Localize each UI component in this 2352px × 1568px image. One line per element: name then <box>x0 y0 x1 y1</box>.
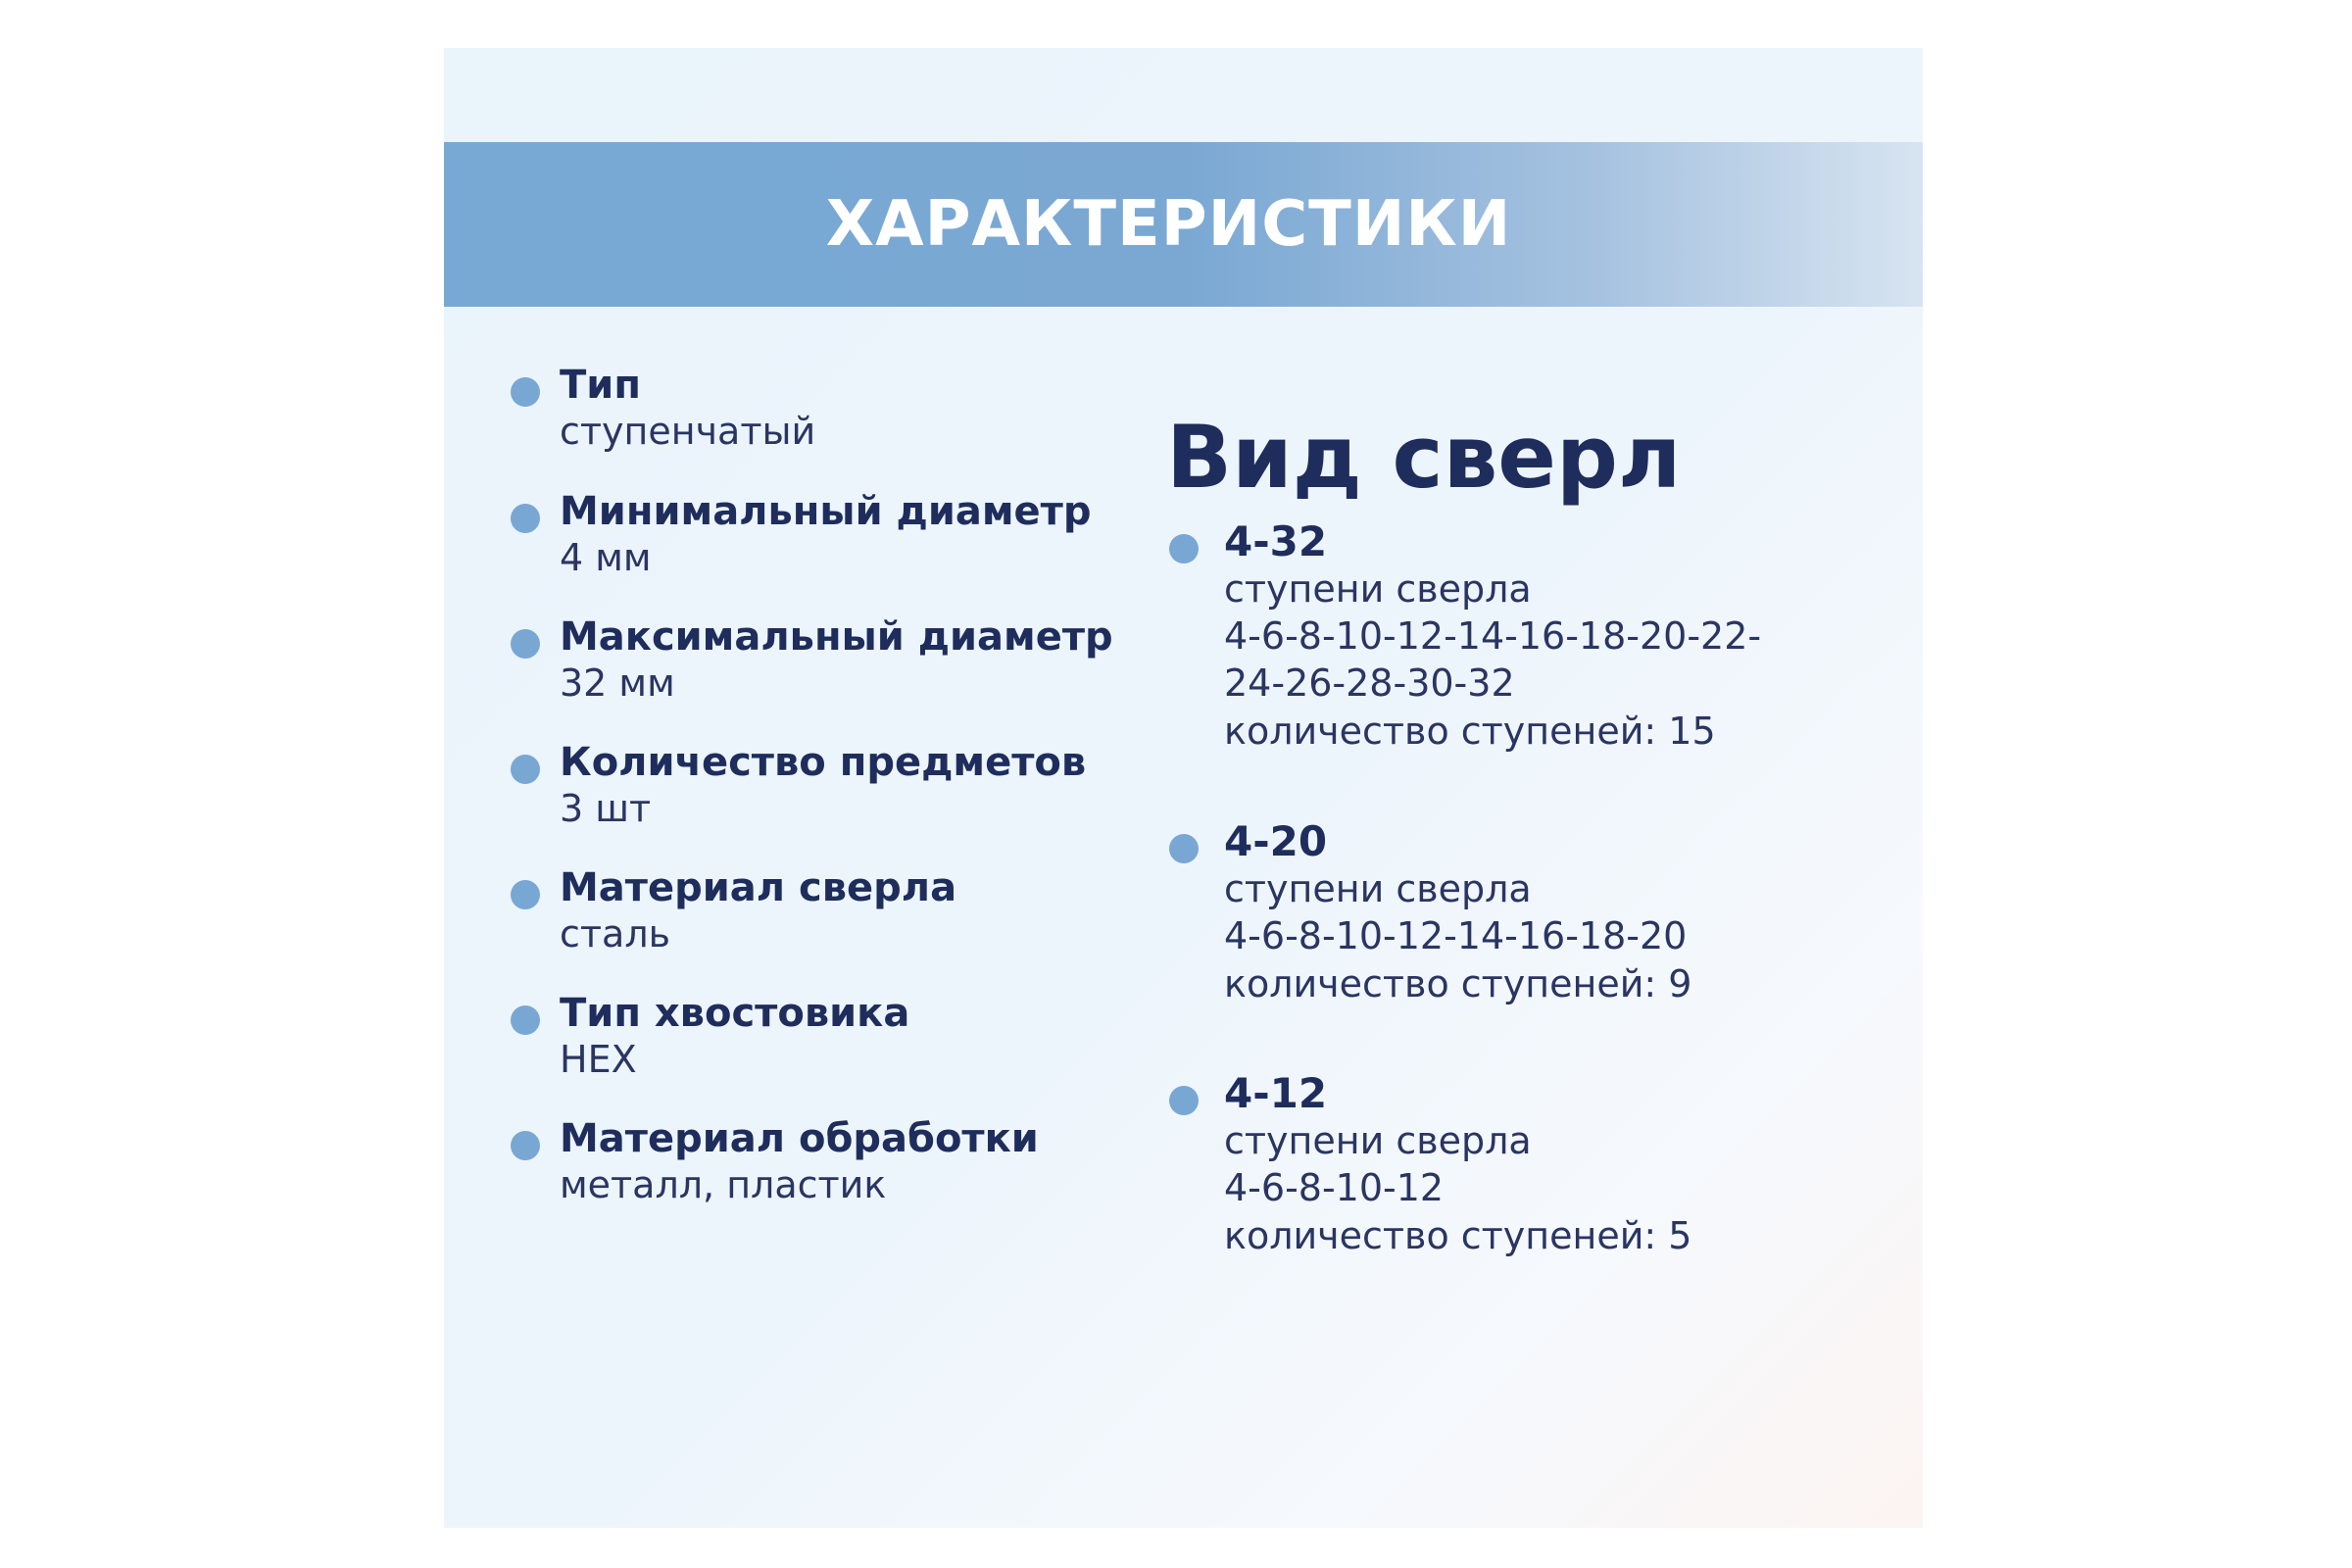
bullet-dot-icon <box>1169 1086 1199 1115</box>
drill-steps-list: 4-6-8-10-12-14-16-18-20-22- <box>1224 614 1762 658</box>
drill-step-count: количество ступеней: 9 <box>1224 962 1692 1005</box>
spec-value: сталь <box>560 912 670 956</box>
bullet-dot-icon <box>1169 534 1199 564</box>
bullet-dot-icon <box>511 1131 540 1160</box>
drill-steps-list-continued: 24-26-28-30-32 <box>1224 662 1515 705</box>
bullet-dot-icon <box>511 880 540 909</box>
drill-step-count: количество ступеней: 15 <box>1224 710 1716 753</box>
spec-label: Материал сверла <box>560 865 957 910</box>
bullet-dot-icon <box>511 755 540 784</box>
drill-steps-label: ступени сверла <box>1224 567 1532 611</box>
bullet-dot-icon <box>511 377 540 407</box>
drill-steps-list: 4-6-8-10-12-14-16-18-20 <box>1224 914 1688 957</box>
drill-name: 4-32 <box>1224 517 1328 565</box>
spec-label: Максимальный диаметр <box>560 614 1113 660</box>
characteristics-banner <box>444 142 1923 307</box>
spec-value: металл, пластик <box>560 1163 887 1206</box>
spec-value: HEX <box>560 1038 637 1081</box>
bullet-dot-icon <box>1169 834 1199 863</box>
characteristics-card <box>444 48 1923 1528</box>
bullet-dot-icon <box>511 1005 540 1035</box>
drill-steps-label: ступени сверла <box>1224 1119 1532 1162</box>
spec-label: Минимальный диаметр <box>560 489 1092 534</box>
spec-value: 32 мм <box>560 662 675 705</box>
drill-types-title: Вид сверл <box>1166 407 1682 508</box>
banner-title: ХАРАКТЕРИСТИКИ <box>825 188 1512 261</box>
bullet-dot-icon <box>511 629 540 659</box>
spec-label: Тип хвостовика <box>560 991 910 1036</box>
drill-step-count: количество ступеней: 5 <box>1224 1214 1692 1257</box>
drill-steps-list: 4-6-8-10-12 <box>1224 1166 1445 1209</box>
spec-label: Материал обработки <box>560 1116 1039 1161</box>
drill-name: 4-20 <box>1224 817 1328 865</box>
spec-label: Количество предметов <box>560 740 1087 785</box>
drill-name: 4-12 <box>1224 1069 1328 1117</box>
bullet-dot-icon <box>511 504 540 533</box>
spec-value: 4 мм <box>560 536 652 579</box>
spec-value: 3 шт <box>560 787 652 830</box>
drill-steps-label: ступени сверла <box>1224 867 1532 910</box>
spec-label: Тип <box>560 363 641 408</box>
spec-value: ступенчатый <box>560 410 816 453</box>
